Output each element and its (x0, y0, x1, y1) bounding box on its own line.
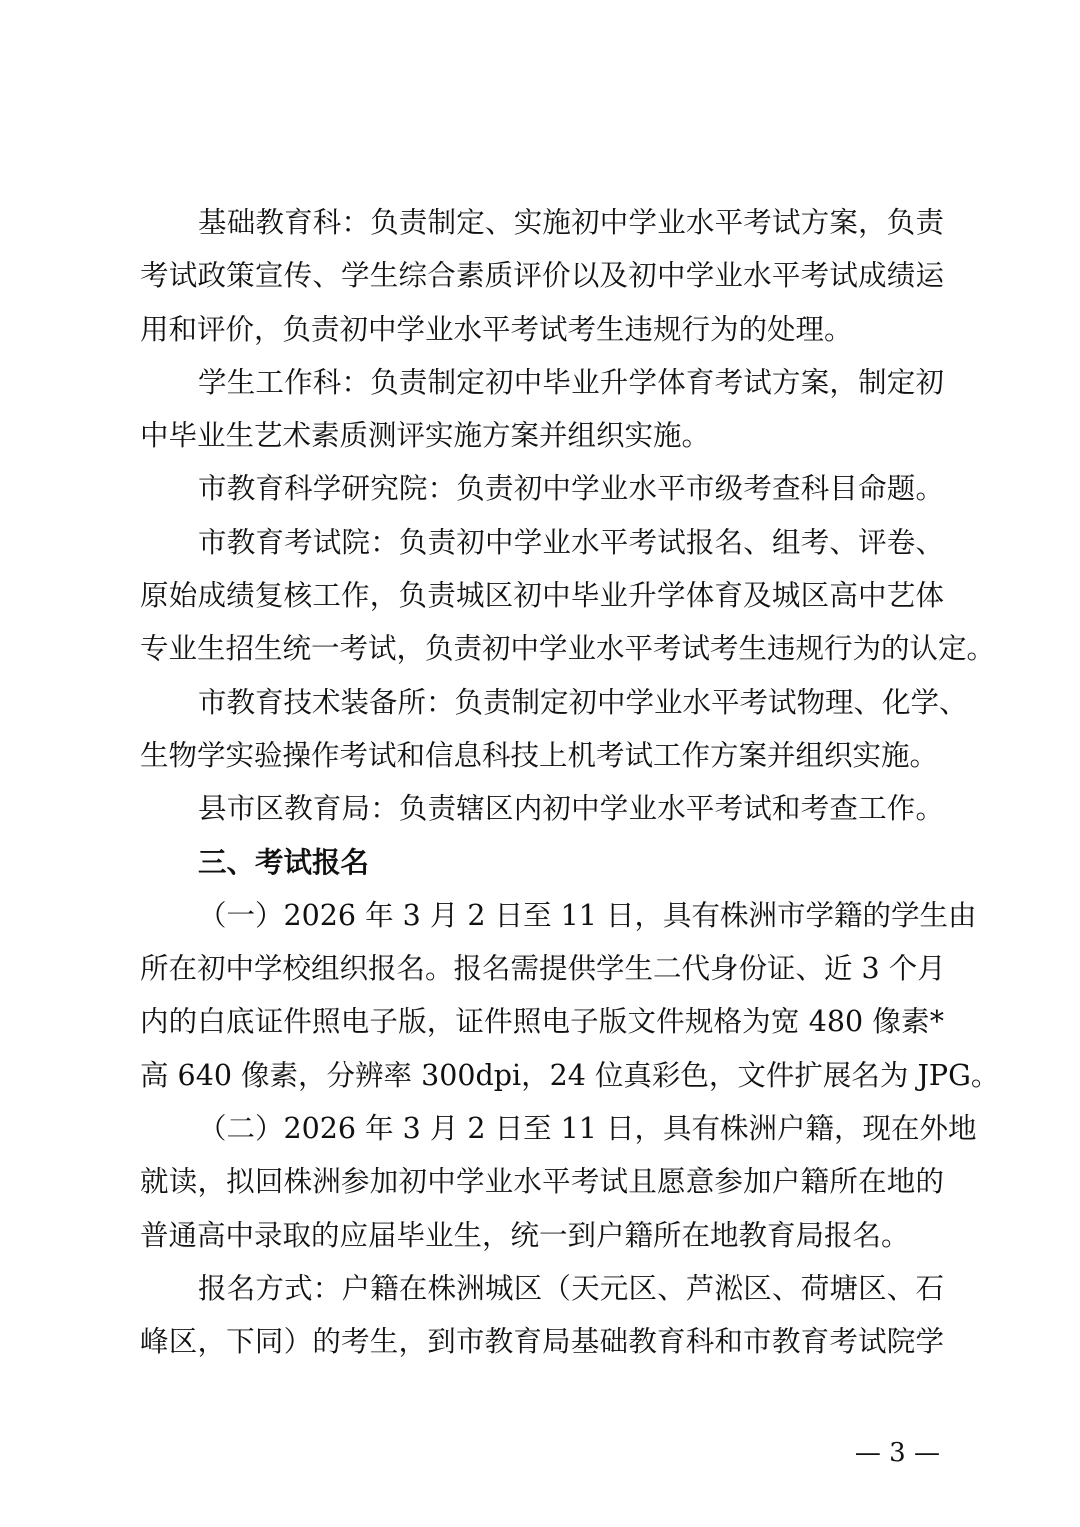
section-heading: 三、考试报名 (198, 845, 370, 879)
text-line: 用和评价，负责初中学业水平考试考生违规行为的处理。 (140, 312, 853, 346)
text-line: 学生工作科：负责制定初中毕业升学体育考试方案，制定初 (198, 365, 944, 399)
document-body (140, 196, 1000, 1369)
text-line: 市教育考试院：负责初中学业水平考试报名、组考、评卷、 (198, 525, 944, 559)
text-line: 就读，拟回株洲参加初中学业水平考试且愿意参加户籍所在地的 (140, 1165, 944, 1199)
text-line: 县市区教育局：负责辖区内初中学业水平考试和考查工作。 (198, 792, 944, 826)
text-line: 专业生招生统一考试，负责初中学业水平考试考生违规行为的认定。 (140, 632, 996, 666)
text-line: （一）2026 年 3 月 2 日至 11 日，具有株洲市学籍的学生由 (198, 898, 977, 932)
text-line: 原始成绩复核工作，负责城区初中毕业升学体育及城区高中艺体 (140, 579, 944, 613)
text-line: 普通高中录取的应届毕业生，统一到户籍所在地教育局报名。 (140, 1218, 910, 1252)
text-line: 中毕业生艺术素质测评实施方案并组织实施。 (140, 419, 711, 453)
text-line: 生物学实验操作考试和信息科技上机考试工作方案并组织实施。 (140, 738, 939, 772)
page-number: — 3 — (854, 1438, 940, 1468)
text-line: 峰区，下同）的考生，到市教育局基础教育科和市教育考试院学 (140, 1325, 944, 1359)
text-line: 市教育科学研究院：负责初中学业水平市级考查科目命题。 (198, 472, 944, 506)
text-line: 基础教育科：负责制定、实施初中学业水平考试方案，负责 (198, 206, 944, 239)
text-line: （二）2026 年 3 月 2 日至 11 日，具有株洲户籍，现在外地 (198, 1112, 977, 1146)
text-line: 所在初中学校组织报名。报名需提供学生二代身份证、近 3 个月 (140, 952, 946, 986)
text-line: 高 640 像素，分辨率 300dpi，24 位真彩色，文件扩展名为 JPG。 (140, 1058, 1000, 1092)
text-line: 内的白底证件照电子版，证件照电子版文件规格为宽 480 像素* (140, 1005, 944, 1039)
text-line: 市教育技术装备所：负责制定初中学业水平考试物理、化学、 (198, 685, 968, 719)
text-line: 报名方式：户籍在株洲城区（天元区、芦淞区、荷塘区、石 (198, 1271, 944, 1305)
text-line: 考试政策宣传、学生综合素质评价以及初中学业水平考试成绩运 (140, 259, 944, 293)
